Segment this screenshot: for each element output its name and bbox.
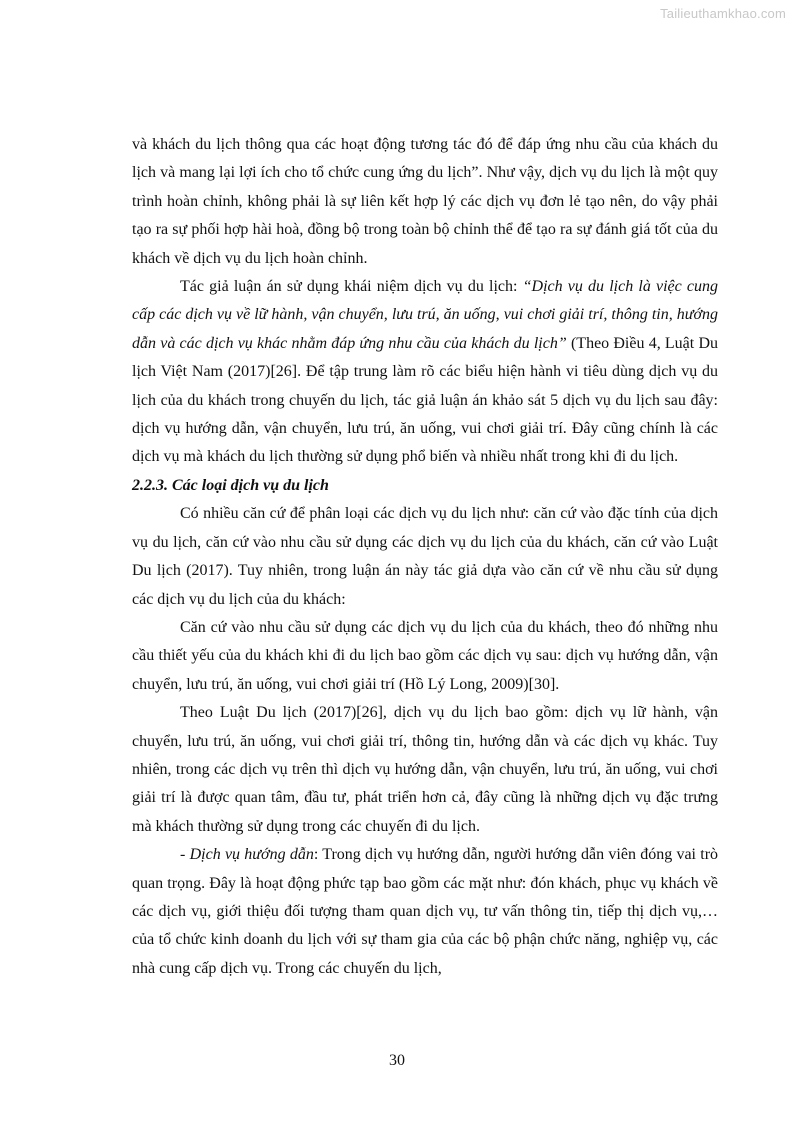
paragraph-continuation: và khách du lịch thông qua các hoạt động tương tác đó để đáp ứng nhu cầu của khách du lịch và mang lại lợi ích cho tổ chức cung ứng du lịch”. Như vậy, dịch vụ du lịch là một quy trình hoàn chỉnh, không phải là sự liên kết hợp lý các dịch vụ đơn lẻ tạo nên, do vậy phải tạo ra sự phối hợp hài hoà, đồng bộ trong toàn bộ chỉnh thể để tạo ra sự đánh giá tốt của du khách về dịch vụ du lịch hoàn chỉnh.: [132, 136, 718, 267]
paragraph-definition: [132, 273, 718, 472]
paragraph-guide-service: [132, 841, 718, 983]
watermark: Tailieuthamkhao.com: [660, 6, 786, 21]
paragraph-needs-basis: Căn cứ vào nhu cầu sử dụng các dịch vụ du lịch của du khách, theo đó những nhu cầu thiết yếu của du khách khi đi du lịch bao gồm các dịch vụ sau: dịch vụ hướng dẫn, vận chuyển, lưu trú, ăn uống, vui chơi giải trí (Hồ Lý Long, 2009)[30].: [132, 618, 718, 693]
guide-service-text: : Trong dịch vụ hướng dẫn, người hướng dẫn viên đóng vai trò quan trọng. Đây là hoạt động phức tạp bao gồm các mặt như: đón khách, phục vụ khách về các dịch vụ, giới thiệu đối tượng tham quan dịch vụ, tư vấn thông tin, tiếp thị dịch vụ,… của tổ chức kinh doanh du lịch với sự tham gia của các bộ phận chức năng, nghiệp vụ, các nhà cung cấp dịch vụ. Trong các chuyến du lịch,: [132, 846, 719, 977]
section-heading: 2.2.3. Các loại dịch vụ du lịch: [132, 476, 329, 494]
document-body: [132, 131, 718, 983]
guide-service-term: Dịch vụ hướng dẫn: [189, 846, 314, 864]
paragraph-classification: Có nhiều căn cứ để phân loại các dịch vụ du lịch như: căn cứ vào đặc tính của dịch vụ du lịch, căn cứ vào nhu cầu sử dụng các dịch vụ du lịch của du khách, căn cứ vào Luật Du lịch (2017). Tuy nhiên, trong luận án này tác giả dựa vào căn cứ về nhu cầu sử dụng các dịch vụ du lịch của du khách:: [132, 505, 718, 608]
bullet-dash: -: [180, 846, 190, 864]
definition-lead: Tác giả luận án sử dụng khái niệm dịch vụ du lịch:: [180, 278, 523, 296]
page-number: 30: [389, 1052, 405, 1069]
definition-tail: (Theo Điều 4, Luật Du lịch Việt Nam (2017)[26]. Để tập trung làm rõ các biểu hiện hành vi tiêu dùng dịch vụ du lịch của du khách trong chuyến du lịch, tác giả luận án khảo sát 5 dịch vụ du lịch sau đây: dịch vụ hướng dẫn, vận chuyển, lưu trú, ăn uống, vui chơi giải trí. Đây cũng chính là các dịch vụ mà khách du lịch thường sử dụng phổ biến và nhiều nhất trong khi đi du lịch.: [132, 334, 719, 466]
paragraph-tourism-law: Theo Luật Du lịch (2017)[26], dịch vụ du lịch bao gồm: dịch vụ lữ hành, vận chuyển, lưu trú, ăn uống, vui chơi giải trí, thông tin, hướng dẫn và các dịch vụ khác. Tuy nhiên, trong các dịch vụ trên thì dịch vụ hướng dẫn, vận chuyển, lưu trú, ăn uống, vui chơi giải trí là được quan tâm, đầu tư, phát triển hơn cả, đây cũng là những dịch vụ đặc trưng mà khách thường sử dụng trong các chuyến đi du lịch.: [132, 704, 718, 835]
definition-quote: “Dịch vụ du lịch là việc cung cấp các dịch vụ về lữ hành, vận chuyển, lưu trú, ăn uống, vui chơi giải trí, thông tin, hướng dẫn và các dịch vụ khác nhằm đáp ứng nhu cầu của khách du lịch”: [132, 278, 719, 352]
